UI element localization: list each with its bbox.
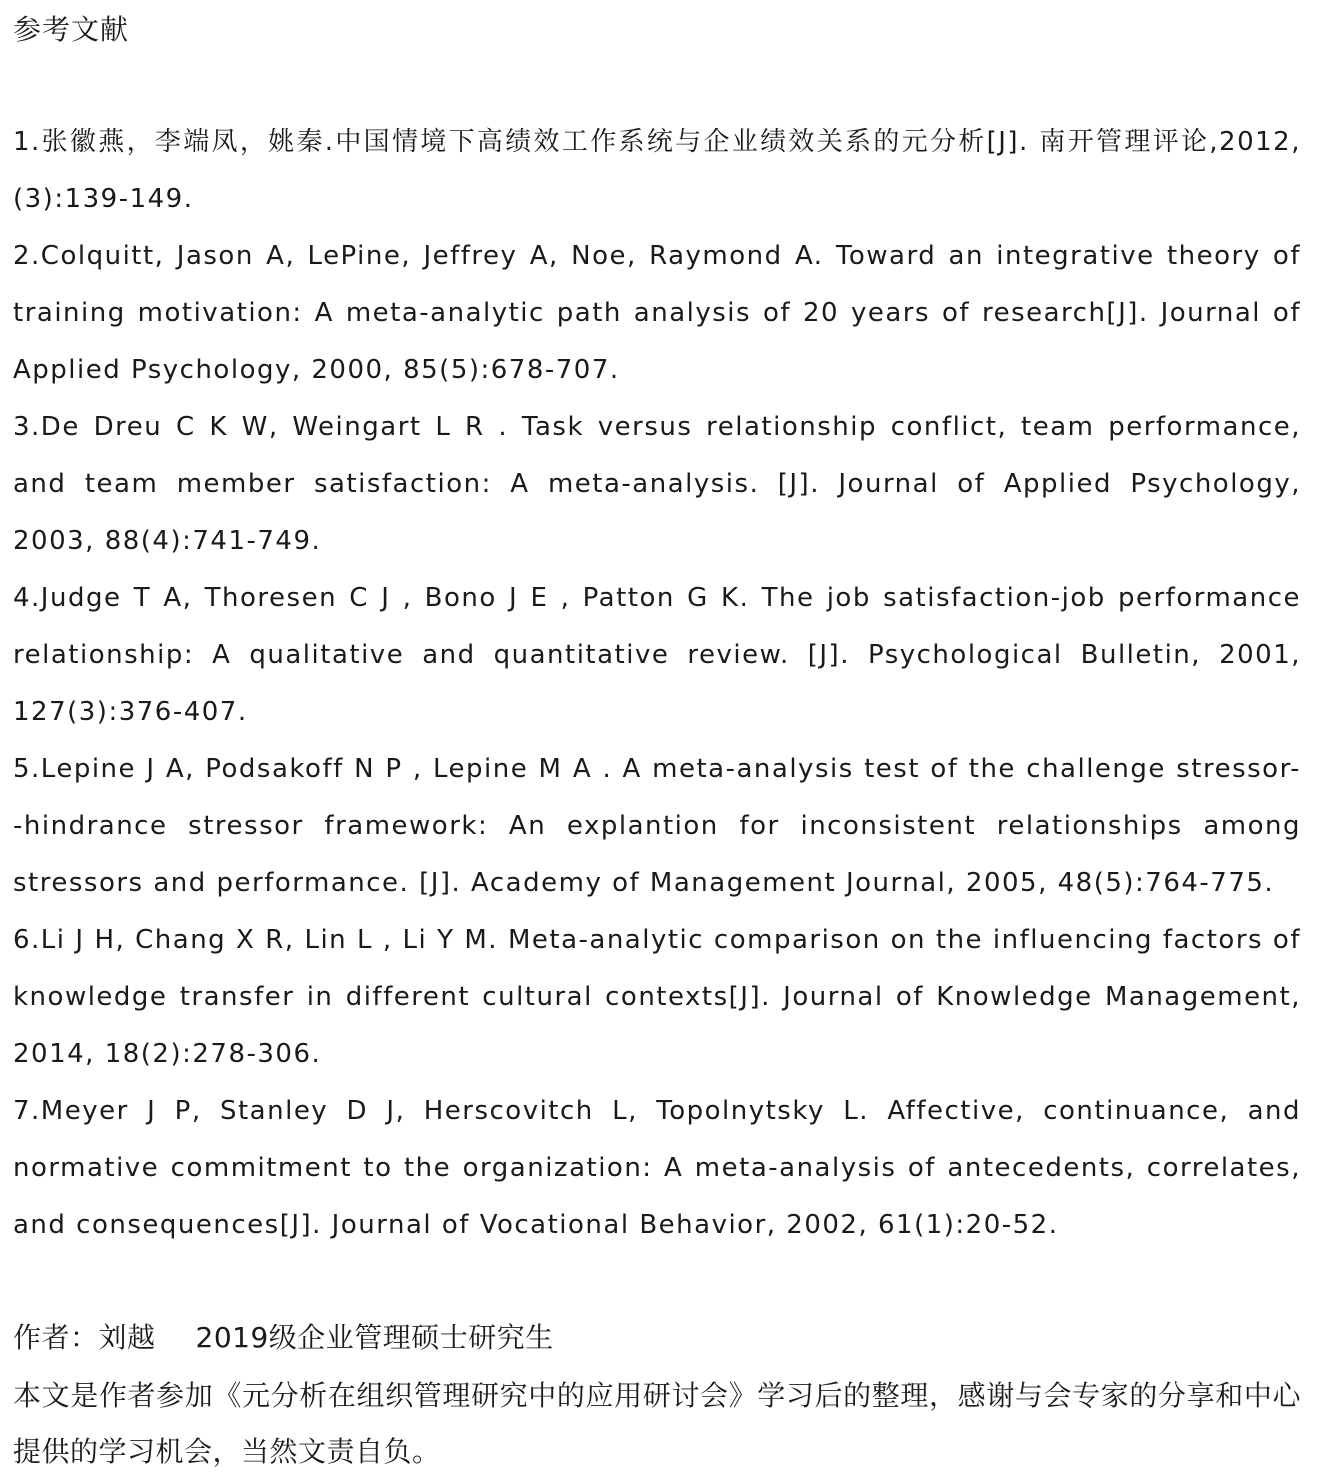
reference-item: 5.Lepine J A, Podsakoff N P , Lepine M A . A meta-analysis test of the challenge stressor--hindrance stressor framework: An explantion for inconsistent relationships among stressors and performance. [J]. Academy of Management Journal, 2005, 48(5):764-775. xyxy=(13,754,1301,898)
reference-item: 7.Meyer J P, Stanley D J, Herscovitch L, Topolnytsky L. Affective, continuance, and normative commitment to the organization: A meta-analysis of antecedents, correlates, and consequences[J]. Journal of Vocational Behavior, 2002, 61(1):20-52. xyxy=(13,1096,1301,1240)
author-degree: 2019级企业管理硕士研究生 xyxy=(195,1321,554,1354)
references-heading: 参考文献 xyxy=(13,13,130,46)
acknowledgement-note: 本文是作者参加《元分析在组织管理研究中的应用研讨会》学习后的整理，感谢与会专家的分享和中心提供的学习机会，当然文责自负。 xyxy=(13,1379,1301,1468)
reference-item: 6.Li J H, Chang X R, Lin L , Li Y M. Meta-analytic comparison on the influencing factors of knowledge transfer in different cultural contexts[J]. Journal of Knowledge Management, 2014, 18(2):278-306. xyxy=(13,925,1301,1069)
reference-item: 2.Colquitt, Jason A, LePine, Jeffrey A, Noe, Raymond A. Toward an integrative theory of training motivation: A meta-analytic path analysis of 20 years of research[J]. Journal of Applied Psychology, 2000, 85(5):678-707. xyxy=(13,241,1301,385)
author-name: 作者：刘越 xyxy=(13,1321,156,1354)
reference-list xyxy=(13,114,1301,1254)
reference-item: 3.De Dreu C K W, Weingart L R . Task versus relationship conflict, team performance, and team member satisfaction: A meta-analysis. [J]. Journal of Applied Psychology, 2003, 88(4):741-749. xyxy=(13,412,1301,556)
author-line xyxy=(13,1314,554,1362)
reference-item: 1.张徽燕，李端凤，姚秦.中国情境下高绩效工作系统与企业绩效关系的元分析[J]. 南开管理评论,2012, (3):139-149. xyxy=(13,127,1301,214)
reference-item: 4.Judge T A, Thoresen C J , Bono J E , Patton G K. The job satisfaction-job performance relationship: A qualitative and quantitative review. [J]. Psychological Bulletin, 2001, 127(3):376-407. xyxy=(13,583,1301,727)
